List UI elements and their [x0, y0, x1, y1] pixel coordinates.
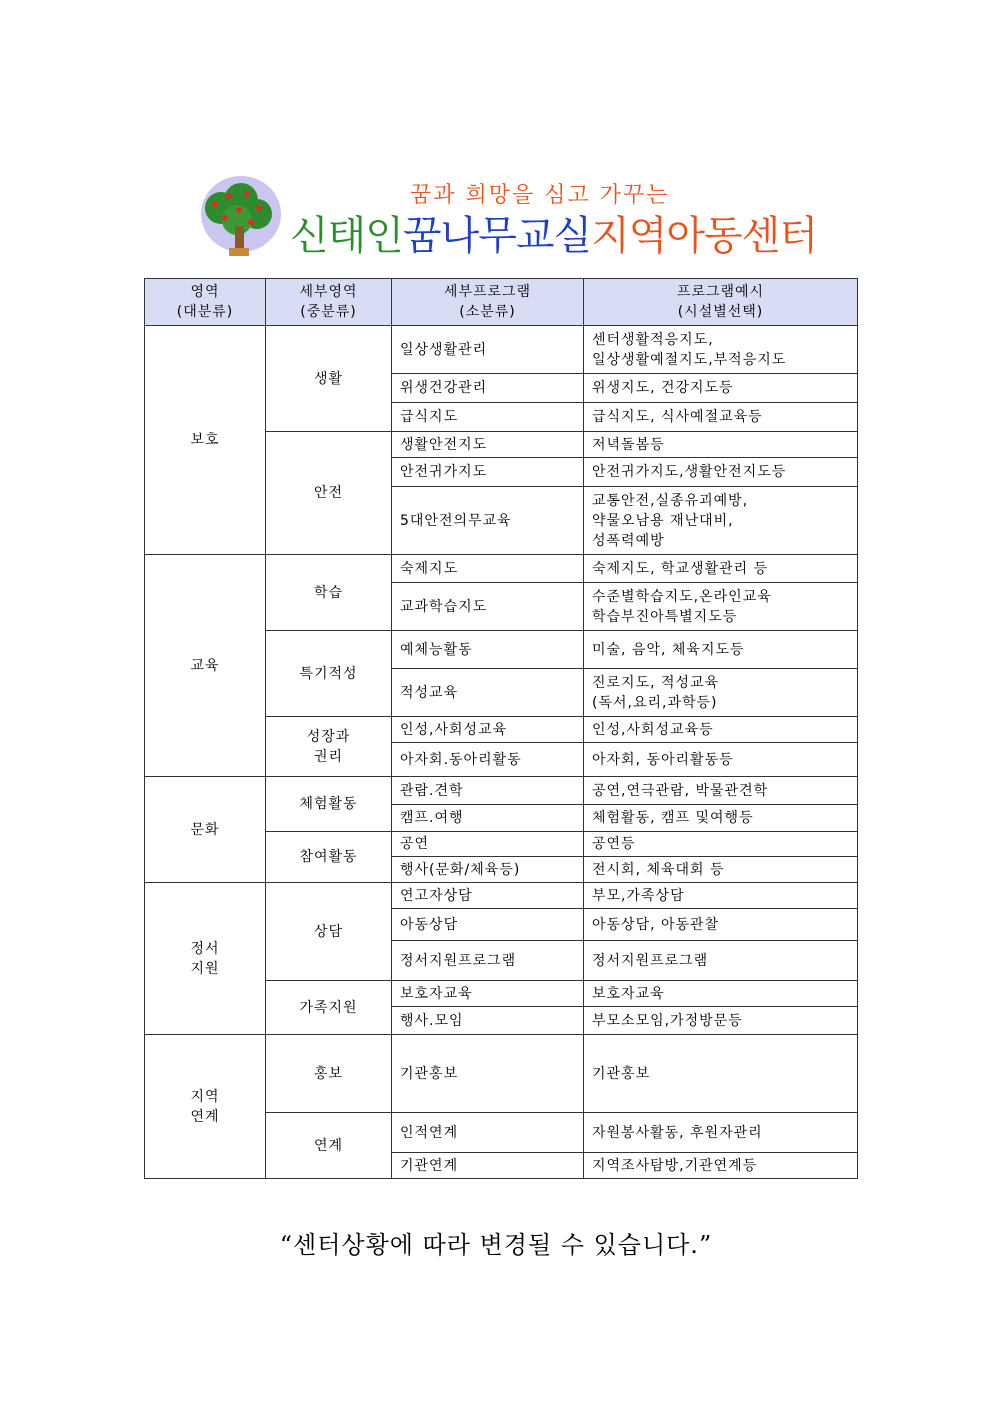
- program-cell: 인적연계: [392, 1113, 584, 1153]
- program-cell: 급식지도: [392, 403, 584, 432]
- example-cell: 정서지원프로그램: [584, 941, 858, 981]
- title-part-3: 지역아동센터: [591, 213, 817, 259]
- example-cell: 자원봉사활동, 후원자관리: [584, 1113, 858, 1153]
- area-cell: 정서 지원: [145, 883, 266, 1035]
- page-title: [290, 204, 817, 261]
- example-cell: 아자회, 동아리활동등: [584, 743, 858, 777]
- example-cell: 미술, 음악, 체육지도등: [584, 631, 858, 669]
- area-cell: 지역 연계: [145, 1035, 266, 1179]
- title-part-1: 신태인: [290, 213, 403, 259]
- header-sub-area: 세부영역 (중분류): [266, 279, 392, 326]
- footer-note: “센터상황에 따라 변경될 수 있습니다.”: [279, 1231, 713, 1259]
- example-cell: 체험활동, 캠프 및여행등: [584, 805, 858, 832]
- example-cell: 보호자교육: [584, 981, 858, 1007]
- program-cell: 안전귀가지도: [392, 458, 584, 487]
- example-cell: 교통안전,실종유괴예방, 약물오남용 재난대비, 성폭력예방: [584, 487, 858, 555]
- program-cell: 위생건강관리: [392, 374, 584, 403]
- header-area: 영역 (대분류): [145, 279, 266, 326]
- table-header-row: [145, 279, 858, 326]
- tree-icon: [195, 174, 281, 260]
- example-cell: 숙제지도, 학교생활관리 등: [584, 555, 858, 583]
- program-cell: 공연: [392, 832, 584, 857]
- program-cell: 보호자교육: [392, 981, 584, 1007]
- sub-area-cell: 상담: [266, 883, 392, 981]
- page-header: [190, 170, 817, 260]
- program-cell: 연고자상담: [392, 883, 584, 909]
- example-cell: 공연,연극관람, 박물관견학: [584, 777, 858, 805]
- table-row: [145, 326, 858, 374]
- example-cell: 위생지도, 건강지도등: [584, 374, 858, 403]
- area-cell: 보호: [145, 326, 266, 555]
- program-cell: 캠프.여행: [392, 805, 584, 832]
- program-cell: 예체능활동: [392, 631, 584, 669]
- example-cell: 부모소모임,가정방문등: [584, 1007, 858, 1035]
- example-cell: 급식지도, 식사예절교육등: [584, 403, 858, 432]
- example-cell: 저녁돌봄등: [584, 432, 858, 458]
- example-cell: 안전귀가지도,생활안전지도등: [584, 458, 858, 487]
- example-cell: 전시회, 체육대회 등: [584, 857, 858, 883]
- page-subtitle: 꿈과 희망을 심고 가꾸는: [410, 183, 670, 208]
- table-row: [145, 777, 858, 805]
- example-cell: 부모,가족상담: [584, 883, 858, 909]
- area-cell: 교육: [145, 555, 266, 777]
- sub-area-cell: 홍보: [266, 1035, 392, 1113]
- sub-area-cell: 체험활동: [266, 777, 392, 832]
- program-cell: 기관연계: [392, 1153, 584, 1179]
- program-cell: 행사(문화/체육등): [392, 857, 584, 883]
- program-cell: 5대안전의무교육: [392, 487, 584, 555]
- program-cell: 생활안전지도: [392, 432, 584, 458]
- example-cell: 기관홍보: [584, 1035, 858, 1113]
- header-example: 프로그램예시 (시설별선택): [584, 279, 858, 326]
- example-cell: 진로지도, 적성교육 (독서,요리,과학등): [584, 669, 858, 717]
- example-cell: 아동상담, 아동관찰: [584, 909, 858, 941]
- sub-area-cell: 성장과 권리: [266, 717, 392, 777]
- program-table: [144, 278, 858, 1179]
- sub-area-cell: 가족지원: [266, 981, 392, 1035]
- table-row: [145, 555, 858, 583]
- program-cell: 아자회.동아리활동: [392, 743, 584, 777]
- sub-area-cell: 안전: [266, 432, 392, 555]
- program-cell: 일상생활관리: [392, 326, 584, 374]
- program-cell: 행사.모임: [392, 1007, 584, 1035]
- program-cell: 적성교육: [392, 669, 584, 717]
- program-cell: 교과학습지도: [392, 583, 584, 631]
- example-cell: 인성,사회성교육등: [584, 717, 858, 743]
- program-cell: 정서지원프로그램: [392, 941, 584, 981]
- sub-area-cell: 특기적성: [266, 631, 392, 717]
- table-row: [145, 1035, 858, 1113]
- title-part-2: 꿈나무교실: [402, 213, 592, 259]
- program-cell: 기관홍보: [392, 1035, 584, 1113]
- program-cell: 인성,사회성교육: [392, 717, 584, 743]
- program-cell: 숙제지도: [392, 555, 584, 583]
- sub-area-cell: 학습: [266, 555, 392, 631]
- program-cell: 아동상담: [392, 909, 584, 941]
- example-cell: 공연등: [584, 832, 858, 857]
- program-cell: 관람.견학: [392, 777, 584, 805]
- example-cell: 지역조사탐방,기관연계등: [584, 1153, 858, 1179]
- area-cell: 문화: [145, 777, 266, 883]
- sub-area-cell: 연계: [266, 1113, 392, 1179]
- example-cell: 수준별학습지도,온라인교육 학습부진아특별지도등: [584, 583, 858, 631]
- table-row: [145, 883, 858, 909]
- example-cell: 센터생활적응지도, 일상생활예절지도,부적응지도: [584, 326, 858, 374]
- sub-area-cell: 생활: [266, 326, 392, 432]
- sub-area-cell: 참여활동: [266, 832, 392, 883]
- header-program: 세부프로그램 (소분류): [392, 279, 584, 326]
